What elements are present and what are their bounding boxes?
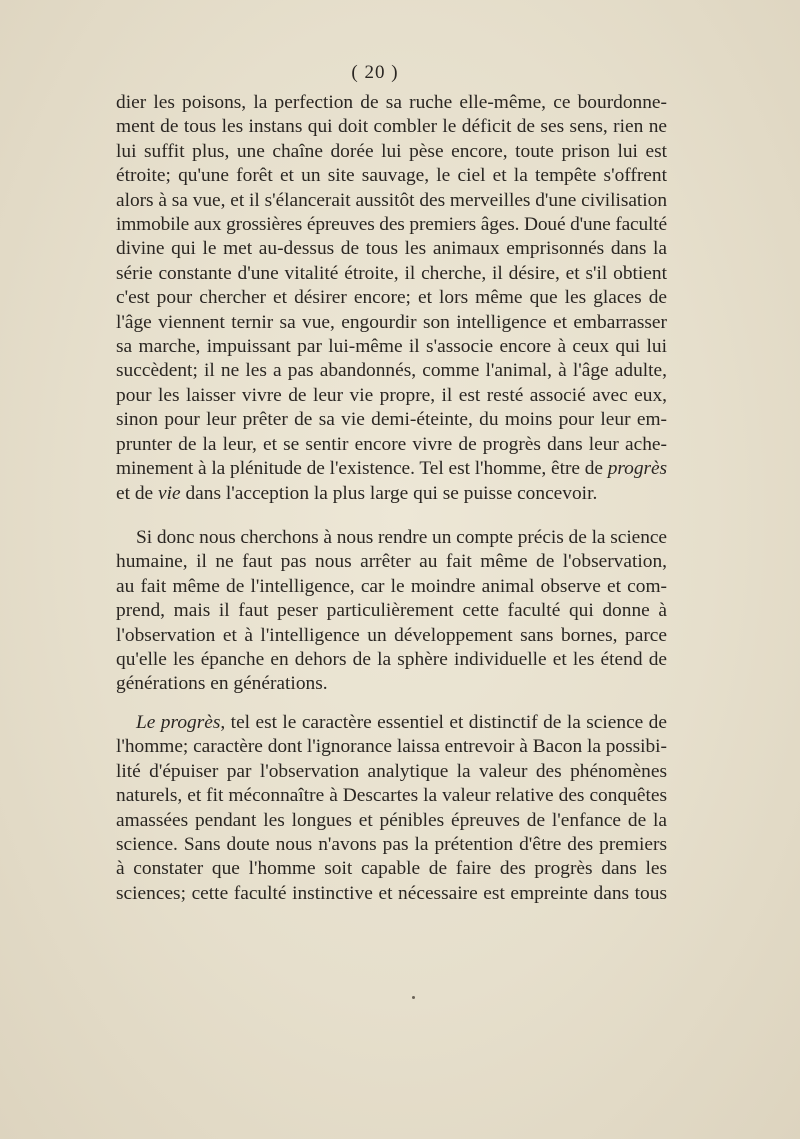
italic-term: Le progrès: [136, 712, 221, 733]
text-line: générations en générations.: [116, 673, 328, 695]
text-line: immobile aux grossières épreuves des premiers âges. Doué d'une faculté: [116, 214, 667, 236]
paragraph-3: [116, 711, 667, 906]
text-line: sciences; cette faculté instinctive et nécessaire est empreinte dans tous: [116, 882, 667, 904]
text-segment: dans l'acception la plus large qui se puisse concevoir.: [180, 482, 598, 504]
text-line: sinon pour leur prêter de sa vie demi-éteinte, du moins pour leur em-: [116, 409, 667, 431]
text-line: humaine, il ne faut pas nous arrêter au fait même de l'observation,: [116, 551, 667, 573]
text-line: l'observation et à l'intelligence un développement sans bornes, parce: [116, 624, 667, 646]
text-line: à constater que l'homme soit capable de faire des progrès dans les: [116, 858, 667, 880]
text-line: c'est pour chercher et désirer encore; et lors même que les glaces de: [116, 287, 667, 309]
text-line: qu'elle les épanche en dehors de la sphère individuelle et les étend de: [116, 649, 667, 671]
text-line-mixed: [116, 457, 667, 481]
text-line: lui suffit plus, une chaîne dorée lui pèse encore, toute prison lui est: [116, 140, 667, 162]
text-line: succèdent; il ne les a pas abandonnés, comme l'animal, à l'âge adulte,: [116, 360, 667, 382]
text-line: [116, 526, 667, 550]
text-line-mixed: [116, 482, 667, 506]
text-line: ment de tous les instans qui doit combler le déficit de ses sens, rien ne: [116, 116, 667, 138]
text-line: sa marche, impuissant par lui-même il s'associe encore à ceux qui lui: [116, 336, 667, 358]
text-line: naturels, et fit méconnaître à Descartes la valeur relative des conquêtes: [116, 785, 667, 807]
text-line: l'âge viennent ternir sa vue, engourdir son intelligence et embarrasser: [116, 311, 667, 333]
paragraph-2: [116, 526, 667, 697]
page-number: ( 20 ): [351, 62, 399, 83]
paper-speck: [412, 996, 415, 999]
text-line: au fait même de l'intelligence, car le moindre animal observe et com-: [116, 575, 667, 597]
text-line: dier les poisons, la perfection de sa ruche elle-même, ce bourdonne-: [116, 92, 667, 113]
text-line: prunter de la leur, et se sentir encore vivre de progrès dans leur ache-: [116, 433, 667, 455]
text-line: divine qui le met au-dessus de tous les animaux emprisonnés dans la: [116, 238, 667, 260]
italic-term: progrès: [607, 458, 668, 480]
text-segment: minement à la plénitude de l'existence. Tel est l'homme, être de: [116, 458, 608, 480]
text-line: amassées pendant les longues et pénibles épreuves de l'enfance de la: [116, 809, 667, 831]
text-line: l'homme; caractère dont l'ignorance laissa entrevoir à Bacon la possibi-: [116, 736, 667, 758]
italic-term: vie: [158, 482, 181, 504]
text-line-mixed: [116, 711, 667, 735]
text-line: science. Sans doute nous n'avons pas la prétention d'être des premiers: [116, 834, 667, 856]
text-line: prend, mais il faut peser particulièrement cette faculté qui donne à: [116, 600, 667, 622]
text-segment: et de: [116, 482, 158, 504]
text-line: alors à sa vue, et il s'élancerait aussitôt des merveilles d'une civilisation: [116, 189, 667, 211]
text-line: série constante d'une vitalité étroite, il cherche, il désire, et s'il obtient: [116, 262, 667, 284]
paragraph-1: [116, 91, 667, 506]
text-line: lité d'épuiser par l'observation analytique la valeur des phénomènes: [116, 760, 667, 782]
text-segment: , tel est le caractère essentiel et distinctif de la science de: [220, 712, 667, 733]
text-line: étroite; qu'une forêt et un site sauvage, le ciel et la tempête s'offrent: [116, 165, 667, 187]
text-line: pour les laisser vivre de leur vie propre, il est resté associé avec eux,: [116, 384, 667, 406]
text-segment: Si donc nous cherchons à nous rendre un compte précis de la science: [136, 527, 667, 548]
